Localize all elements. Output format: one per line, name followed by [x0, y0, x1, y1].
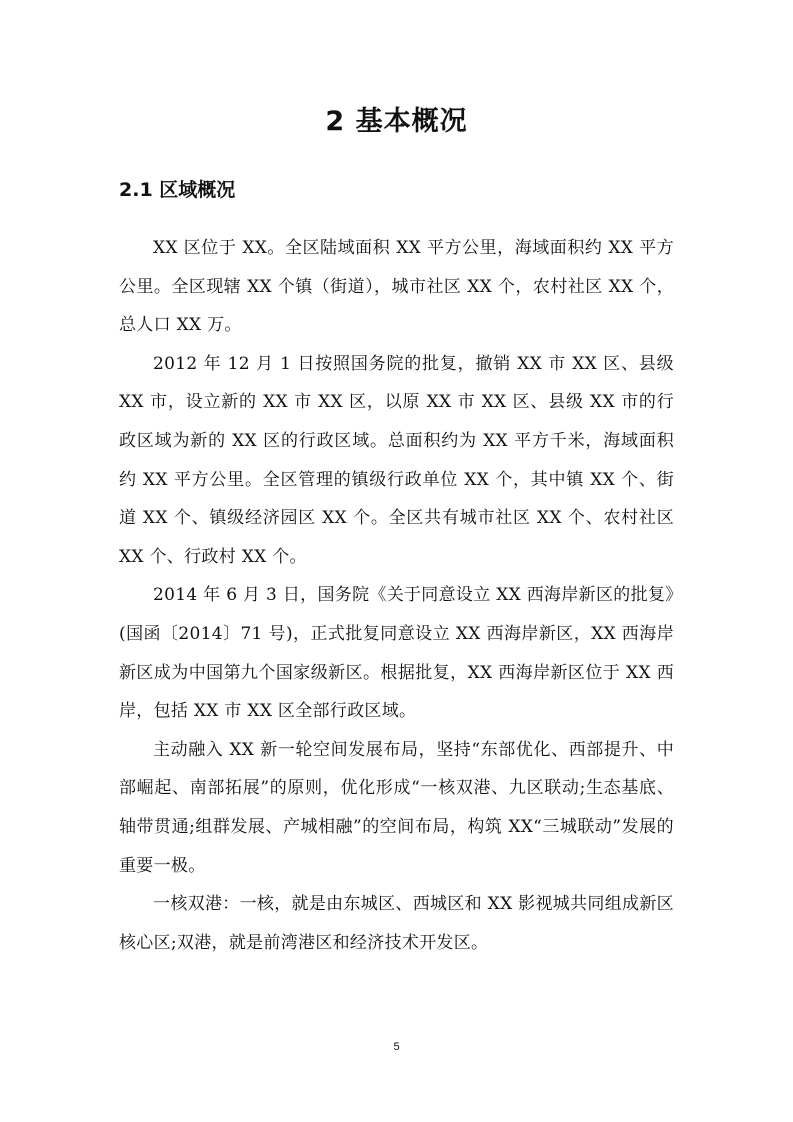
body-text	[119, 229, 674, 962]
paragraph-spatial-layout: 主动融入 XX 新一轮空间发展布局，坚持“东部优化、西部提升、中部崛起、南部拓展”的原则，优化形成“一核双港、九区联动;生态基底、轴带贯通;组群发展、产城相融”的空间布局，构筑 XX“三城联动”发展的重要一极。	[119, 739, 674, 876]
paragraph-core-ports: 一核双港：一核，就是由东城区、西城区和 XX 影视城共同组成新区核心区;双港，就是前湾港区和经济技术开发区。	[119, 894, 674, 953]
paragraph-overview: XX 区位于 XX。全区陆域面积 XX 平方公里，海域面积约 XX 平方公里。全区现辖 XX 个镇（街道），城市社区 XX 个，农村社区 XX 个，总人口 XX 万。	[119, 238, 674, 336]
paragraph-2012-establishment: 2012 年 12 月 1 日按照国务院的批复，撤销 XX 市 XX 区、县级 XX 市，设立新的 XX 市 XX 区，以原 XX 市 XX 区、县级 XX 市的行政区域为新的 XX 区的行政区域。总面积约为 XX 平方千米，海域面积约 XX 平方公里。全区管理的镇级行政单位 XX 个，其中镇 XX 个、街道 XX 个、镇级经济园区 XX 个。全区共有城市社区 XX 个、农村社区 XX 个、行政村 XX 个。	[119, 353, 674, 567]
section-heading: 2.1 区域概况	[119, 179, 236, 201]
paragraph-2014-new-area: 2014 年 6 月 3 日，国务院《关于同意设立 XX 西海岸新区的批复》(国函〔2014〕71 号)，正式批复同意设立 XX 西海岸新区，XX 西海岸新区成为中国第九个国家级新区。根据批复，XX 西海岸新区位于 XX 西岸，包括 XX 市 XX 区全部行政区域。	[119, 585, 674, 722]
page-number: 5	[393, 1041, 400, 1053]
chapter-title: 2 基本概况	[325, 106, 468, 137]
